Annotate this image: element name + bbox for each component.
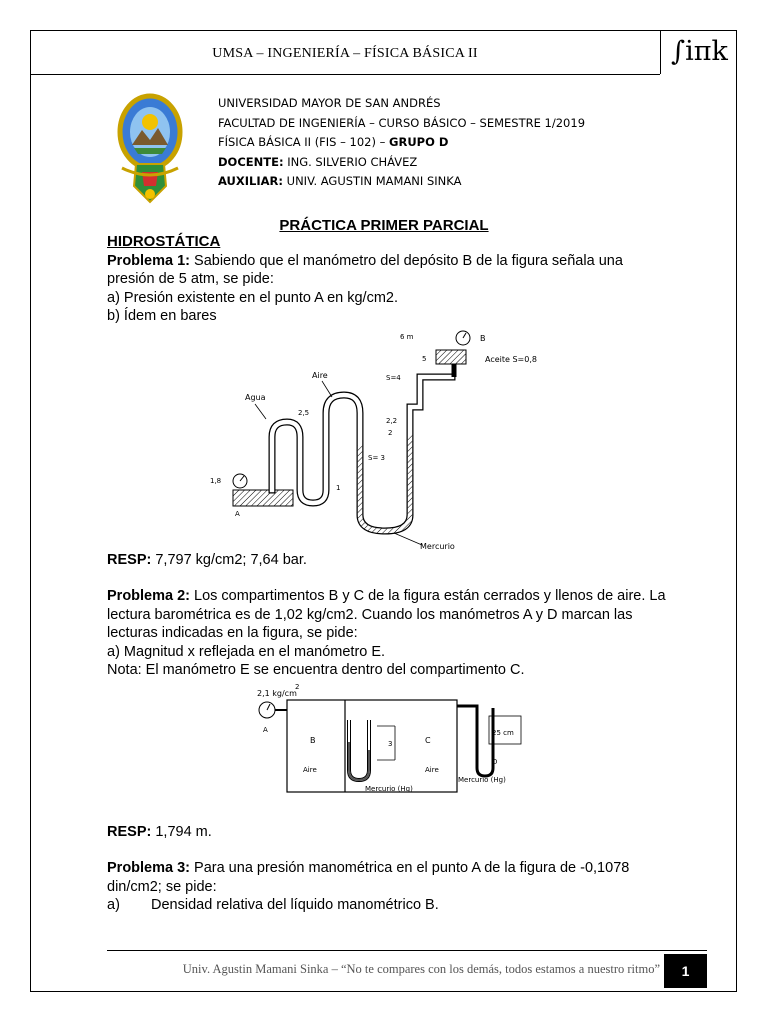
institution-block bbox=[218, 94, 585, 192]
label-mercurio-e: Mercurio (Hg) bbox=[365, 785, 413, 793]
problem3-block bbox=[107, 859, 667, 915]
label-aire-b: Aire bbox=[303, 766, 317, 774]
label-h25: 2,5 bbox=[298, 409, 310, 417]
label-h22: 2,2 bbox=[386, 417, 398, 425]
assistant-label: AUXILIAR: bbox=[218, 174, 283, 188]
university-crest-icon bbox=[112, 90, 190, 212]
assistant-name: UNIV. AGUSTIN MAMANI SINKA bbox=[283, 174, 462, 188]
section-title: HIDROSTÁTICA bbox=[107, 233, 221, 250]
resp2-label: RESP: bbox=[107, 824, 152, 840]
problem1-answer bbox=[107, 551, 667, 570]
problem2-statement bbox=[107, 587, 667, 643]
teacher-label: DOCENTE: bbox=[218, 154, 284, 169]
header-title: UMSA – INGENIERÍA – FÍSICA BÁSICA II bbox=[212, 46, 478, 61]
problem2-answer bbox=[107, 823, 667, 842]
course-line bbox=[218, 133, 585, 153]
label-aire-c: Aire bbox=[425, 766, 439, 774]
tank-a bbox=[233, 490, 293, 506]
problem1-b: b) Ídem en bares bbox=[107, 308, 217, 324]
resp1-label: RESP: bbox=[107, 552, 152, 568]
problem1-figure bbox=[200, 325, 570, 555]
label-x: 3 bbox=[388, 740, 393, 748]
label-point-b: B bbox=[480, 334, 486, 343]
label-h1: 1 bbox=[336, 484, 341, 492]
label-point-c: C bbox=[425, 736, 431, 745]
label-h18: 1,8 bbox=[210, 477, 222, 485]
label-h2: 2 bbox=[388, 429, 393, 437]
label-agua: Agua bbox=[245, 393, 266, 402]
problem2-text: Los compartimentos B y C de la figura están cerrados y llenos de aire. La lectura barométrica es de 1,02 kg/cm2. Cuando los manómetros A y D marcan las lecturas indicadas en la figura, se pide: bbox=[107, 588, 666, 641]
label-aceite: Aceite S=0,8 bbox=[485, 355, 537, 364]
compartment-box bbox=[287, 700, 457, 792]
problem2-label: Problema 2: bbox=[107, 588, 190, 604]
problem2-a: a) Magnitud x reflejada en el manómetro E. bbox=[107, 643, 386, 660]
footer-rule bbox=[107, 950, 707, 951]
university-name: UNIVERSIDAD MAYOR DE SAN ANDRÉS bbox=[218, 96, 441, 110]
problem1-text: Sabiendo que el manómetro del depósito B de la figura señala una presión de 5 atm, se pide: bbox=[107, 252, 623, 287]
group-label: GRUPO D bbox=[389, 135, 449, 149]
problem1-a: a) Presión existente en el punto A en kg/cm2. bbox=[107, 289, 398, 306]
problem3-label: Problema 3: bbox=[107, 860, 190, 876]
problem2-note: Nota: El manómetro E se encuentra dentro del compartimento C. bbox=[107, 662, 525, 678]
assistant-line bbox=[218, 172, 585, 192]
header-logo: ∫iπk bbox=[660, 30, 738, 74]
problem3-a-label: a) bbox=[107, 897, 120, 913]
practice-title: PRÁCTICA PRIMER PARCIAL bbox=[279, 217, 489, 234]
label-point-a: A bbox=[263, 726, 268, 734]
footer-text: Univ. Agustin Mamani Sinka – “No te compares con los demás, todos estamos a nuestro ritmo” bbox=[182, 962, 660, 976]
reading-sup: 2 bbox=[295, 683, 300, 691]
course-name: FÍSICA BÁSICA II (FIS – 102) – bbox=[218, 135, 390, 149]
label-aire: Aire bbox=[312, 371, 328, 380]
problem1-label: Problema 1: bbox=[107, 252, 190, 269]
label-point-b: B bbox=[310, 736, 316, 745]
problem2-block bbox=[107, 587, 667, 680]
problem1-statement bbox=[107, 252, 667, 289]
problem3-a-text: Densidad relativa del líquido manométrico B. bbox=[151, 897, 439, 913]
teacher-name: ING. SILVERIO CHÁVEZ bbox=[283, 154, 418, 169]
header-rule bbox=[30, 74, 660, 75]
label-h6: 6 m bbox=[400, 333, 414, 341]
resp2-value: 1,794 m. bbox=[151, 824, 212, 840]
problem3-text: Para una presión manométrica en el punto A de la figura de -0,1078 din/cm2; se pide: bbox=[107, 860, 630, 895]
page-number: 1 bbox=[664, 954, 707, 988]
reading-label: 2,1 kg/cm bbox=[257, 689, 297, 698]
label-point-a: A bbox=[235, 510, 240, 518]
problem3-a bbox=[107, 896, 667, 915]
label-s3: S= 3 bbox=[368, 454, 385, 462]
label-h5: 5 bbox=[422, 355, 427, 363]
label-mercurio: Mercurio bbox=[420, 542, 455, 551]
label-mercurio-d: Mercurio (Hg) bbox=[458, 776, 506, 784]
label-25cm: 25 cm bbox=[492, 729, 514, 737]
resp1-value: 7,797 kg/cm2; 7,64 bar. bbox=[151, 552, 307, 568]
problem2-figure bbox=[245, 680, 545, 800]
tank-b bbox=[436, 350, 466, 364]
problem3-statement bbox=[107, 859, 667, 896]
faculty-line: FACULTAD DE INGENIERÍA – CURSO BÁSICO – SEMESTRE 1/2019 bbox=[218, 115, 586, 130]
problem1-block bbox=[107, 233, 667, 326]
label-s4: S=4 bbox=[386, 374, 401, 382]
teacher-line bbox=[218, 153, 585, 173]
label-point-d: D bbox=[492, 758, 498, 766]
